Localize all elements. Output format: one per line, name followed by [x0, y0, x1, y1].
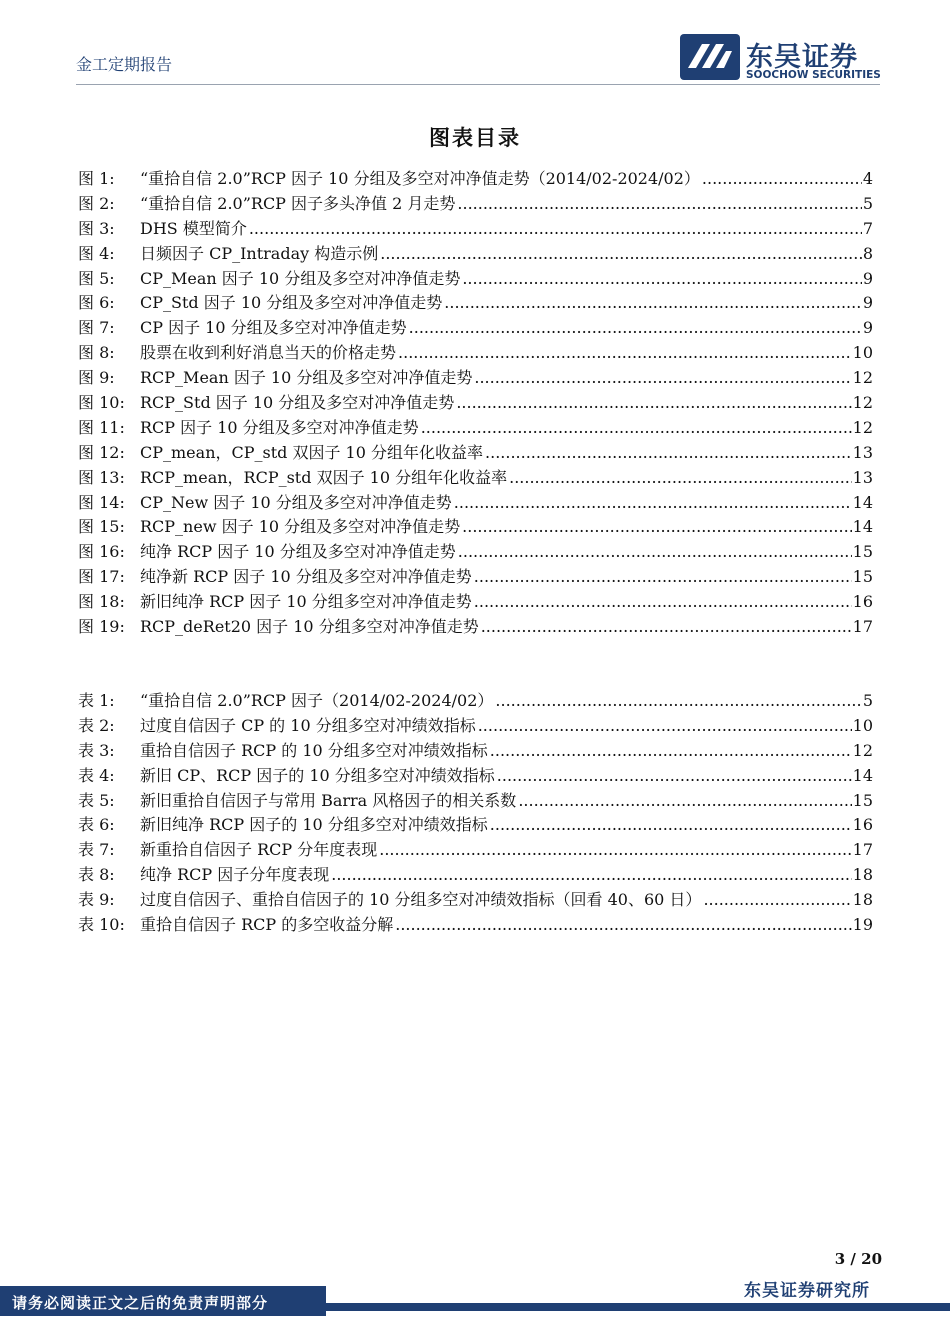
entry-title: 新重拾自信因子 RCP 分年度表现: [140, 840, 378, 860]
page-number: 3 / 20: [834, 1250, 882, 1268]
dot-leader: [474, 592, 852, 611]
soochow-logo-icon: [680, 34, 740, 80]
entry-title: CP_Std 因子 10 分组及多空对冲净值走势: [140, 293, 443, 313]
entry-page-number: 16: [852, 815, 873, 835]
dot-leader: [497, 766, 852, 785]
figure-entry[interactable]: [78, 290, 873, 315]
dot-leader: [518, 791, 851, 810]
entry-label: 表 10:: [78, 915, 125, 935]
entry-label: 图 15:: [78, 517, 125, 537]
dot-leader: [474, 368, 851, 387]
entry-title: RCP_new 因子 10 分组及多空对冲净值走势: [140, 517, 461, 537]
entry-label: 表 2:: [78, 715, 115, 735]
dot-leader: [409, 318, 862, 337]
entry-title: RCP 因子 10 分组及多空对冲净值走势: [140, 417, 419, 437]
dot-leader: [490, 815, 852, 834]
figure-index: [78, 166, 873, 639]
entry-page-number: 18: [852, 890, 873, 910]
entry-page-number: 17: [852, 840, 873, 860]
entry-label: 表 9:: [78, 890, 115, 910]
entry-page-number: 12: [852, 740, 873, 760]
entry-page-number: 12: [852, 368, 873, 388]
entry-page-number: 14: [852, 765, 873, 785]
figure-entry[interactable]: [78, 465, 873, 490]
entry-label: 图 10:: [78, 393, 125, 413]
table-entry[interactable]: [78, 788, 873, 813]
entry-page-number: 12: [852, 417, 873, 437]
entry-label: 表 5:: [78, 790, 115, 810]
dot-leader: [474, 567, 852, 586]
entry-label: 图 14:: [78, 492, 125, 512]
entry-label: 图 7:: [78, 318, 115, 338]
entry-label: 图 6:: [78, 293, 115, 313]
header-divider: [76, 84, 880, 85]
dot-leader: [481, 617, 852, 636]
entry-page-number: 5: [862, 193, 873, 213]
entry-label: 表 1:: [78, 691, 115, 710]
entry-page-number: 9: [862, 318, 873, 338]
entry-title: 重拾自信因子 RCP 的 10 分组多空对冲绩效指标: [140, 740, 488, 760]
table-entry[interactable]: [78, 738, 873, 763]
dot-leader: [454, 493, 852, 512]
entry-title: 股票在收到利好消息当天的价格走势: [140, 343, 397, 363]
dot-leader: [703, 890, 851, 909]
entry-label: 表 4:: [78, 765, 115, 785]
dot-leader: [485, 443, 852, 462]
entry-title: 纯净 RCP 因子分年度表现: [140, 865, 330, 885]
entry-title: RCP_mean，RCP_std 双因子 10 分组年化收益率: [140, 467, 508, 487]
figure-entry[interactable]: [78, 514, 873, 539]
entry-page-number: 14: [852, 517, 873, 537]
entry-label: 图 19:: [78, 617, 125, 637]
entry-label: 图 1:: [78, 169, 115, 188]
figure-entry[interactable]: [78, 490, 873, 515]
entry-page-number: 10: [852, 715, 873, 735]
dot-leader: [462, 517, 851, 536]
entry-title: RCP_Std 因子 10 分组及多空对冲净值走势: [140, 393, 455, 413]
figure-entry[interactable]: [78, 216, 873, 241]
figure-entry[interactable]: [78, 166, 873, 191]
entry-page-number: 15: [852, 542, 873, 562]
entry-label: 表 8:: [78, 865, 115, 885]
figure-entry[interactable]: [78, 340, 873, 365]
entry-page-number: 13: [852, 467, 873, 487]
entry-title: 纯净新 RCP 因子 10 分组及多空对冲净值走势: [140, 567, 472, 587]
entry-title: 新旧重拾自信因子与常用 Barra 风格因子的相关系数: [140, 790, 517, 810]
disclaimer-link: 请务必阅读正文之后的免责声明部分: [12, 1294, 269, 1312]
dot-leader: [331, 865, 851, 884]
table-index: [78, 688, 873, 937]
entry-label: 图 16:: [78, 542, 125, 562]
figure-entry[interactable]: [78, 589, 873, 614]
figure-entry[interactable]: [78, 440, 873, 465]
figure-entry[interactable]: [78, 266, 873, 291]
entry-label: 表 7:: [78, 840, 115, 860]
table-entry[interactable]: [78, 887, 873, 912]
dot-leader: [509, 468, 852, 487]
entry-title: CP 因子 10 分组及多空对冲净值走势: [140, 318, 407, 338]
figure-entry[interactable]: [78, 315, 873, 340]
entry-title: “重拾自信 2.0”RCP 因子 10 分组及多空对冲净值走势（2014/02-2024/02）: [140, 169, 700, 188]
entry-label: 图 3:: [78, 218, 115, 238]
entry-title: “重拾自信 2.0”RCP 因子（2014/02-2024/02）: [140, 691, 494, 710]
entry-label: 图 17:: [78, 567, 125, 587]
dot-leader: [379, 840, 851, 859]
entry-label: 图 18:: [78, 592, 125, 612]
dot-leader: [490, 741, 852, 760]
dot-leader: [462, 269, 861, 288]
figure-entry[interactable]: [78, 390, 873, 415]
entry-label: 图 11:: [78, 417, 125, 437]
dot-leader: [478, 716, 852, 735]
entry-label: 表 3:: [78, 740, 115, 760]
entry-page-number: 9: [862, 268, 873, 288]
figure-entry[interactable]: [78, 614, 873, 639]
figure-entry[interactable]: [78, 241, 873, 266]
figure-entry[interactable]: [78, 191, 873, 216]
dot-leader: [421, 418, 852, 437]
entry-title: CP_mean，CP_std 双因子 10 分组年化收益率: [140, 442, 484, 462]
entry-title: 纯净 RCP 因子 10 分组及多空对冲净值走势: [140, 542, 456, 562]
entry-title: 日频因子 CP_Intraday 构造示例: [140, 243, 379, 263]
dot-leader: [702, 169, 862, 188]
entry-label: 图 9:: [78, 368, 115, 388]
dot-leader: [395, 915, 851, 934]
figure-entry[interactable]: [78, 539, 873, 564]
entry-title: 过度自信因子、重拾自信因子的 10 分组多空对冲绩效指标（回看 40、60 日）: [140, 890, 702, 910]
logo-text-cn: 东吴证券: [746, 42, 858, 73]
entry-title: CP_New 因子 10 分组及多空对冲净值走势: [140, 492, 452, 512]
entry-page-number: 18: [852, 865, 873, 885]
entry-page-number: 8: [862, 243, 873, 263]
dot-leader: [457, 194, 861, 213]
entry-page-number: 13: [852, 442, 873, 462]
table-entry[interactable]: [78, 912, 873, 937]
entry-title: CP_Mean 因子 10 分组及多空对冲净值走势: [140, 268, 461, 288]
entry-page-number: 9: [862, 293, 873, 313]
dot-leader: [380, 244, 862, 263]
report-type-label: 金工定期报告: [76, 55, 173, 74]
entry-page-number: 10: [852, 343, 873, 363]
dot-leader: [398, 343, 852, 362]
table-entry[interactable]: [78, 688, 873, 713]
entry-page-number: 19: [852, 915, 873, 935]
entry-title: 过度自信因子 CP 的 10 分组多空对冲绩效指标: [140, 715, 476, 735]
table-entry[interactable]: [78, 713, 873, 738]
entry-title: 新旧纯净 RCP 因子的 10 分组多空对冲绩效指标: [140, 815, 488, 835]
entry-page-number: 17: [852, 617, 873, 637]
entry-title: “重拾自信 2.0”RCP 因子多头净值 2 月走势: [140, 193, 456, 213]
dot-leader: [495, 691, 861, 710]
logo-text-en: SOOCHOW SECURITIES: [746, 69, 881, 81]
institute-name: 东吴证券研究所: [744, 1281, 870, 1301]
entry-title: RCP_Mean 因子 10 分组及多空对冲净值走势: [140, 368, 473, 388]
entry-page-number: 5: [862, 691, 873, 710]
table-entry[interactable]: [78, 812, 873, 837]
table-entry[interactable]: [78, 862, 873, 887]
dot-leader: [444, 293, 862, 312]
figure-entry[interactable]: [78, 415, 873, 440]
entry-page-number: 14: [852, 492, 873, 512]
entry-title: RCP_deRet20 因子 10 分组多空对冲净值走势: [140, 617, 479, 637]
entry-title: 新旧 CP、RCP 因子的 10 分组多空对冲绩效指标: [140, 765, 495, 785]
entry-page-number: 4: [862, 169, 873, 188]
dot-leader: [456, 393, 851, 412]
entry-label: 表 6:: [78, 815, 115, 835]
dot-leader: [249, 219, 862, 238]
entry-title: 新旧纯净 RCP 因子 10 分组多空对冲净值走势: [140, 592, 472, 612]
entry-label: 图 4:: [78, 243, 115, 263]
entry-page-number: 7: [862, 218, 873, 238]
entry-page-number: 15: [852, 567, 873, 587]
entry-label: 图 13:: [78, 467, 125, 487]
dot-leader: [458, 542, 852, 561]
figure-entry[interactable]: [78, 564, 873, 589]
entry-page-number: 12: [852, 393, 873, 413]
entry-title: DHS 模型简介: [140, 218, 247, 238]
entry-label: 图 8:: [78, 343, 115, 363]
entry-label: 图 5:: [78, 268, 115, 288]
company-logo: [680, 34, 880, 82]
entry-page-number: 15: [852, 790, 873, 810]
entry-page-number: 16: [852, 592, 873, 612]
entry-title: 重拾自信因子 RCP 的多空收益分解: [140, 915, 394, 935]
entry-label: 图 2:: [78, 193, 115, 213]
table-entry[interactable]: [78, 763, 873, 788]
table-entry[interactable]: [78, 837, 873, 862]
figure-entry[interactable]: [78, 365, 873, 390]
page-title: 图表目录: [429, 125, 521, 150]
entry-label: 图 12:: [78, 442, 125, 462]
